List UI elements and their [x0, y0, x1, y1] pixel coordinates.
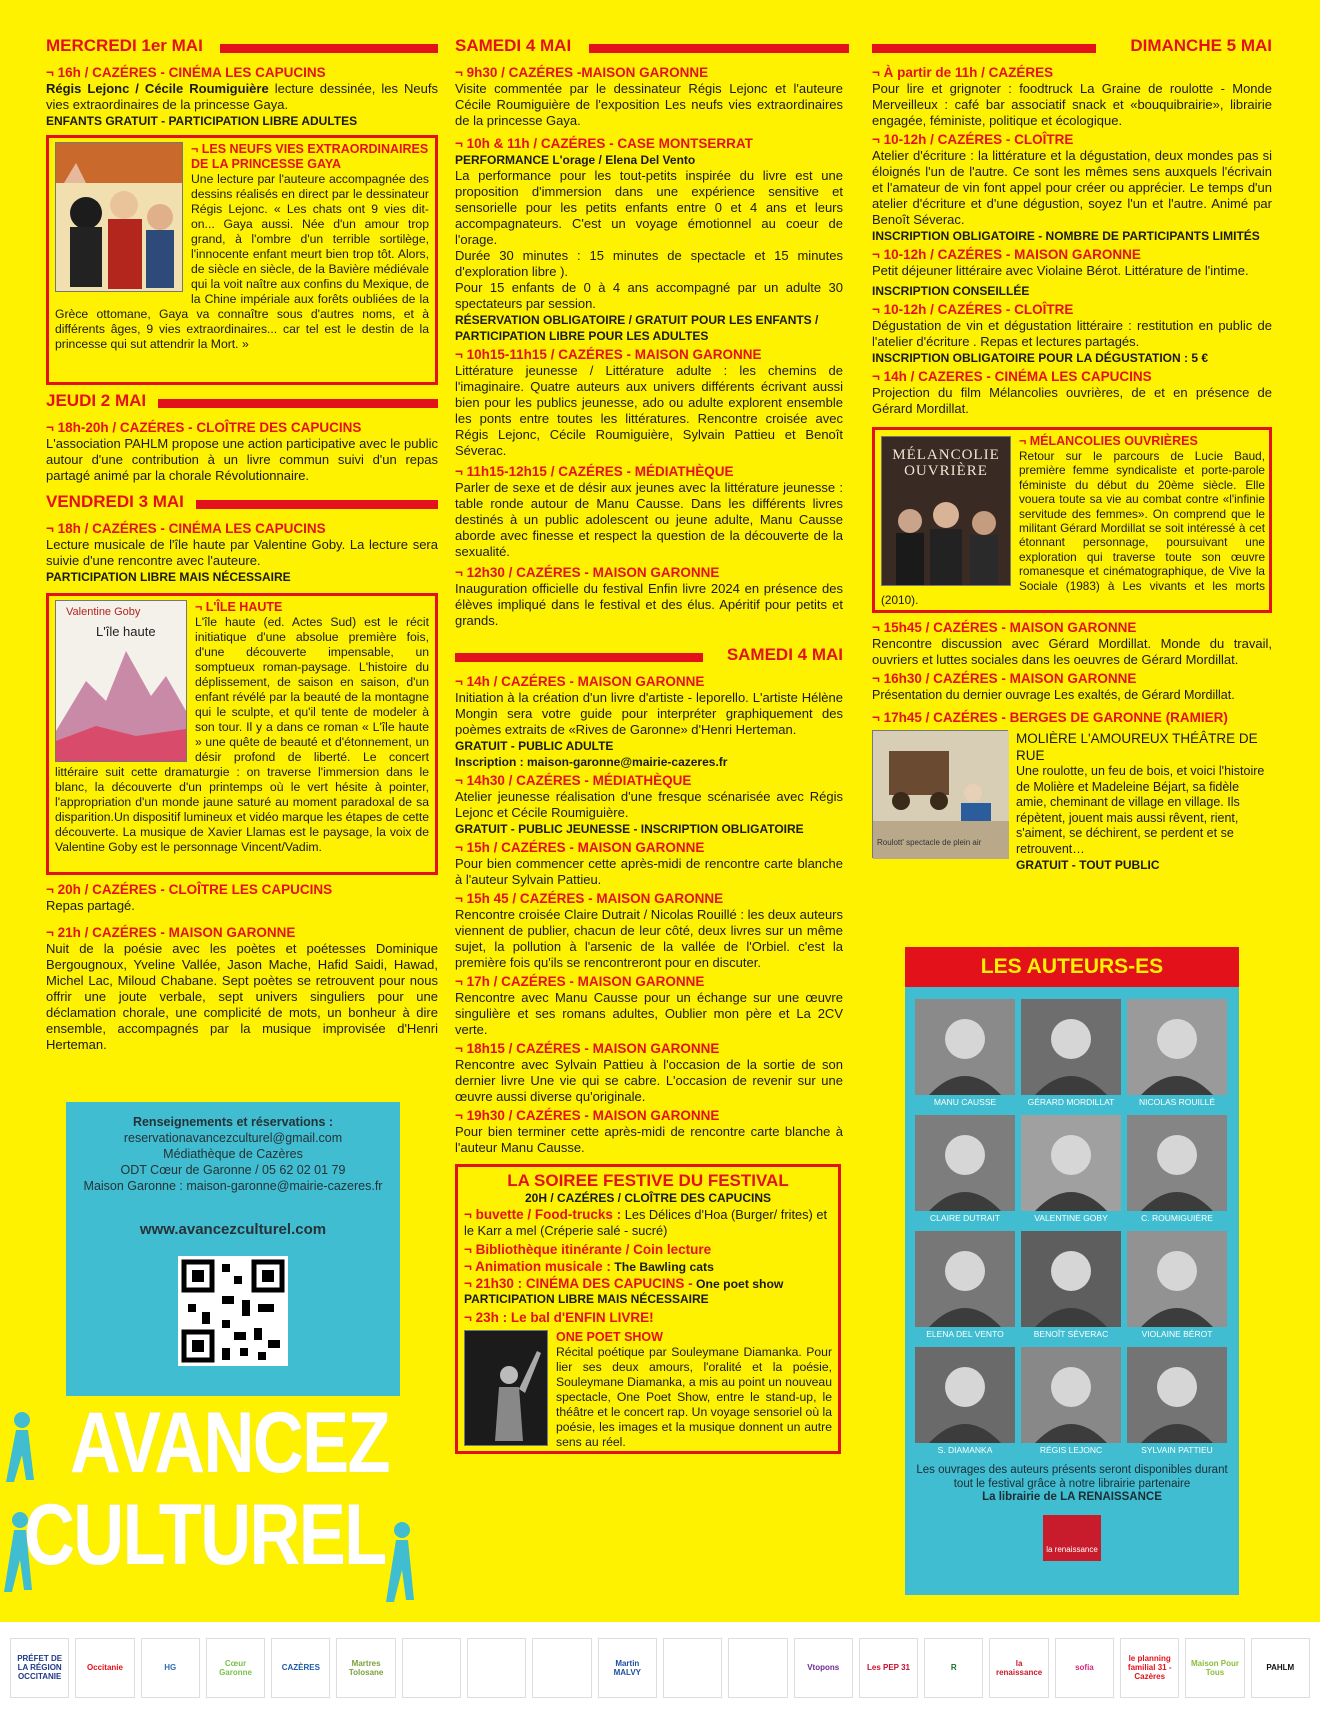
event-heading: ¬ À partir de 11h / CAZÉRES	[872, 65, 1054, 80]
author-name: GÉRARD MORDILLAT	[1027, 1097, 1115, 1107]
day-title: JEUDI 2 MAI	[46, 391, 147, 410]
event-text: Nuit de la poésie avec les poètes et poétesses Dominique Bergougnoux, Yveline Vallée, Jason Mache, Hafid Saidi, Hawad, Michel Lac, Miloud Chabane. Sept poètes se retrouvent pour nous offrir une joute verbale, sept univers singuliers pour une déclamation chorale, une complicité de mots, un bonheur à dire ensemble, accompagnés par la musique improvisée d'Henri Herteman.	[46, 941, 438, 1052]
author-name: VIOLAINE BÉROT	[1141, 1329, 1213, 1339]
info-title: Renseignements et réservations :	[132, 1115, 334, 1129]
author-card	[915, 1347, 1015, 1459]
gaya-book-cover-image	[55, 142, 183, 292]
authors-panel-title: LES AUTEURS-ES	[905, 947, 1239, 987]
sponsor-logo: Maison Pour Tous	[1185, 1638, 1244, 1698]
event-text: Rencontre discussion avec Gérard Mordillat. Monde du travail, ouvriers et luttes sociales dans les oeuvres de Gérard Mordillat.	[872, 636, 1272, 667]
column-middle	[455, 34, 843, 1454]
event-heading: ¬ 10-12h / CAZÉRES - MAISON GARONNE	[872, 247, 1141, 262]
author-portrait	[1021, 1347, 1121, 1443]
event-pricing: INSCRIPTION OBLIGATOIRE POUR LA DÉGUSTATION : 5 €	[872, 351, 1209, 365]
event-heading: ¬ 15h 45 / CAZÉRES - MAISON GARONNE	[455, 891, 724, 906]
soiree-festive-box	[455, 1164, 841, 1454]
author-card	[1021, 999, 1121, 1111]
event-heading: ¬ 10h15-11h15 / CAZÉRES - MAISON GARONNE	[455, 347, 762, 362]
sponsor-logo: le planning familial 31 - Cazères	[1120, 1638, 1179, 1698]
gaya-feature-box	[46, 135, 438, 385]
sponsor-logo: la renaissance	[989, 1638, 1048, 1698]
event-heading: ¬ 17h45 / CAZÉRES - BERGES DE GARONNE (RAMIER)	[872, 710, 1228, 725]
poster-title: MÉLANCOLIE OUVRIÈRE	[892, 447, 1000, 479]
moliere-description: Une roulotte, un feu de bois, et voici l'histoire de Molière et Madeleine Béjart, sa fidèle amie, cheminant de village en village. Ils répètent, jouent mais aussi rêvent, rient, s'aiment, se déchirent, se perdent et se retrouvent…	[1016, 764, 1265, 856]
day-header-thursday	[46, 391, 438, 413]
event-heading: ¬ 20h / CAZÉRES - CLOÎTRE LES CAPUCINS	[46, 882, 333, 897]
sponsor-logo: CAZÈRES	[271, 1638, 330, 1698]
ile-haute-description: L'île haute (ed. Actes Sud) est le récit initiatique d'une absolue première fois, d'une découverte impensable, un somptueux roman-paysage. L'histoire du déplissement, de saison en saison, d'un enfant révélé par la beauté de la montagne qui le sculpte, et qu'il tente de modeler à son tour. Il y a dans ce roman « L'île haute » une quête de beauté et d'étonnement, un désir profond de liberté. Le concert littéraire suit cette dramaturgie : on traverse l'immersion dans le blanc, la découverte d'un printemps où le vert hésite à pointer, l'appropriation d'un monde jaune saturé au moment paradoxal de sa disparition.Un dispositif lumineux et vidéo marque les étapes de cette découverte. La musique de Xavier Llamas est le paysage, la voix de Valentine Goby est le personnage Vincent/Vadim.	[55, 615, 429, 854]
moliere-photo	[872, 730, 1008, 858]
ile-haute-feature-box	[46, 593, 438, 875]
day-header-friday	[46, 492, 438, 514]
author-card	[1021, 1115, 1121, 1227]
sponsor-logo: Cœur Garonne	[206, 1638, 265, 1698]
author-portrait	[1127, 1231, 1227, 1327]
event-text: Initiation à la création d'un livre d'artiste - leporello. L'artiste Hélène Mongin sera votre guide pour interpréter graphiquement des poèmes extraits de «Rives de Garonne» d'Henri Herteman.	[455, 690, 843, 737]
event-heading: ¬ 12h30 / CAZÉRES - MAISON GARONNE	[455, 565, 720, 580]
authors-grid	[905, 987, 1239, 1457]
event-text: Inauguration officielle du festival Enfin livre 2024 en présence des élèves impliqué dans le festival et des élus. Apéritif pour petits et grands.	[455, 581, 843, 628]
author-name: NICOLAS ROUILLÉ	[1138, 1097, 1216, 1107]
event-text: Présentation du dernier ouvrage Les exaltés, de Gérard Mordillat.	[872, 688, 1235, 702]
sponsor-logo: Occitanie	[75, 1638, 134, 1698]
ile-haute-book-cover-image	[55, 600, 187, 762]
red-rule	[872, 44, 1096, 53]
day-title: SAMEDI 4 MAI	[726, 645, 843, 664]
event-text: Repas partagé.	[46, 898, 135, 913]
sponsor-logo	[663, 1638, 722, 1698]
event-text: Rencontre avec Manu Causse pour un échange sur une œuvre singulière et ses romans adultes, Oublier mon père et La 2CV verte.	[455, 990, 843, 1037]
sponsor-logo: PAHLM	[1251, 1638, 1310, 1698]
one-poet-show-title: ONE POET SHOW	[556, 1330, 663, 1344]
author-name: MANU CAUSSE	[933, 1097, 997, 1107]
authors-panel	[905, 947, 1239, 1595]
renaissance-logo: la renaissance	[1043, 1515, 1101, 1561]
soiree-item: ¬ 23h : Le bal d'ENFIN LIVRE!	[464, 1310, 654, 1325]
event-text: Littérature jeunesse / Littérature adulte : les chemins de l'imaginaire. Quatre auteurs aux univers différents écrivant aussi bien pour les publics jeunesse, ado ou adulte explorent ensemble les ponts entre toutes les littératures. Rencontre croisée avec Régis Lejonc, Cécile Roumiguière, Sylvain Pattieu et Benoît Séverac.	[455, 363, 843, 458]
day-title: MERCREDI 1er MAI	[46, 36, 203, 55]
authors-note: Les ouvrages des auteurs présents seront disponibles durant tout le festival grâce à notre librairie partenaire	[916, 1464, 1228, 1490]
soiree-item: ¬ Animation musicale : The Bawling cats	[464, 1259, 714, 1274]
event-heading: ¬ 15h45 / CAZÉRES - MAISON GARONNE	[872, 620, 1137, 635]
event-pricing: RÉSERVATION OBLIGATOIRE / GRATUIT POUR LES ENFANTS / PARTICIPATION LIBRE POUR LES ADULTES	[455, 313, 819, 343]
event-text: Durée 30 minutes : 15 minutes de spectacle et 15 minutes d'exploration libre ).	[455, 248, 843, 279]
event-text: Dégustation de vin et dégustation littéraire : restitution en public de l'atelier d'écriture . Repas et lectures partagés.	[872, 318, 1272, 349]
day-header-saturday-afternoon	[455, 645, 843, 667]
author-portrait	[1021, 1231, 1121, 1327]
sponsor-logo	[728, 1638, 787, 1698]
gaya-title: ¬ LES NEUFS VIES EXTRAORDINAIRES DE LA PRINCESSE GAYA	[191, 142, 429, 171]
red-rule	[220, 44, 438, 53]
author-card	[915, 1115, 1015, 1227]
red-rule	[196, 500, 438, 509]
event-pricing: GRATUIT - PUBLIC ADULTE	[455, 739, 614, 753]
day-title: SAMEDI 4 MAI	[455, 36, 572, 55]
author-portrait	[915, 1347, 1015, 1443]
author-portrait	[1127, 1115, 1227, 1211]
author-portrait	[915, 1115, 1015, 1211]
author-name: RÉGIS LEJONC	[1039, 1445, 1103, 1455]
event-text: Projection du film Mélancolies ouvrières, de et en présence de Gérard Mordillat.	[872, 385, 1272, 416]
event-heading: ¬ 18h-20h / CAZÉRES - CLOÎTRE DES CAPUCINS	[46, 420, 362, 435]
day-header-wednesday	[46, 36, 438, 58]
info-line: Médiathèque de Cazères	[163, 1147, 303, 1161]
logo-word-culturel: CULTUREL	[24, 1487, 386, 1583]
event-heading: ¬ 10-12h / CAZÉRES - CLOÎTRE	[872, 302, 1074, 317]
event-text: La performance pour les tout-petits inspirée du livre est une proposition d'immersion dans une expérience sensitive et sensorielle pour les petits enfants entre 0 et 4 ans et leurs accompagnateurs. C'est un voyage émotionnel au coeur de l'orage.	[455, 168, 843, 247]
soiree-item: ¬ 21h30 : CINÉMA DES CAPUCINS - One poet show	[464, 1276, 784, 1291]
info-panel	[66, 1102, 400, 1396]
author-name: S. DIAMANKA	[937, 1445, 993, 1455]
day-title: DIMANCHE 5 MAI	[1130, 36, 1272, 55]
event-text: L'association PAHLM propose une action participative avec le public autour d'une contribution à un livre commun suivi d'un repas partagé animé par la chorale Révolutionnaire.	[46, 436, 438, 483]
sponsor-logo: HG	[141, 1638, 200, 1698]
column-left	[46, 34, 438, 1053]
event-heading: ¬ 14h / CAZÉRES - MAISON GARONNE	[455, 674, 705, 689]
event-registration[interactable]: Inscription : maison-garonne@mairie-cazeres.fr	[455, 755, 728, 769]
event-heading: ¬ 17h / CAZÉRES - MAISON GARONNE	[455, 974, 705, 989]
author-name: ELENA DEL VENTO	[926, 1329, 1004, 1339]
day-title: VENDREDI 3 MAI	[46, 492, 184, 511]
info-email[interactable]: reservationavancezculturel@gmail.com	[123, 1131, 343, 1145]
event-heading: ¬ 16h / CAZÉRES - CINÉMA LES CAPUCINS	[46, 65, 326, 80]
moliere-title: MOLIÈRE L'AMOUREUX THÉÂTRE DE RUE	[1016, 731, 1258, 763]
author-portrait	[915, 999, 1015, 1095]
author-card	[1127, 1115, 1227, 1227]
event-subtitle: PERFORMANCE L'orage / Elena Del Vento	[455, 153, 696, 167]
sponsor-logo: Martres Tolosane	[336, 1638, 395, 1698]
soiree-title: LA SOIREE FESTIVE DU FESTIVAL	[507, 1171, 789, 1190]
event-heading: ¬ 14h / CAZERES - CINÉMA LES CAPUCINS	[872, 369, 1152, 384]
author-card	[1127, 1231, 1227, 1343]
cover-author: Valentine Goby	[66, 606, 141, 618]
sponsor-logo: Les PEP 31	[859, 1638, 918, 1698]
soiree-item: ¬ buvette / Food-trucks : Les Délices d'Hoa (Burger/ frites) et le Karr a mel (Créperie salé - sucré)	[464, 1207, 828, 1238]
event-heading: ¬ 9h30 / CAZÉRES -MAISON GARONNE	[455, 65, 709, 80]
author-name: SYLVAIN PATTIEU	[1141, 1445, 1213, 1455]
column-right	[872, 34, 1272, 873]
event-text: Régis Lejonc / Cécile Roumiguière lecture dessinée, les Neufs vies extraordinaires de la princesse Gaya.	[46, 81, 438, 112]
event-text: Atelier jeunesse réalisation d'une fresque scénarisée avec Régis Lejonc et Cécile Roumiguière.	[455, 789, 843, 820]
day-header-saturday	[455, 36, 843, 58]
sponsor-logo	[467, 1638, 526, 1698]
day-header-sunday	[872, 36, 1272, 58]
event-pricing: GRATUIT - PUBLIC JEUNESSE - INSCRIPTION OBLIGATOIRE	[455, 822, 804, 836]
author-card	[1021, 1347, 1121, 1459]
sponsor-logos-strip	[0, 1622, 1320, 1713]
cover-title: L'île haute	[96, 624, 156, 639]
red-rule	[455, 653, 703, 662]
author-portrait	[915, 1231, 1015, 1327]
event-heading: ¬ 16h30 / CAZÉRES - MAISON GARONNE	[872, 671, 1137, 686]
event-text: Parler de sexe et de désir aux jeunes avec la littérature jeunesse : table ronde autour de Manu Causse. Dans les différents livres destinés à un public adolescent ou jeune adulte, Manu Causse aborde avec finesse et respect la question de la découverte de la sexualité.	[455, 480, 843, 559]
qr-code-image[interactable]	[178, 1256, 288, 1366]
moliere-block	[872, 730, 1272, 873]
event-pricing: INSCRIPTION CONSEILLÉE	[872, 284, 1030, 298]
event-text: Rencontre croisée Claire Dutrait / Nicolas Rouillé : les deux auteurs viennent de publier, chacun de leur côté, deux livres sur un même sujet, la pollution à l'arsenic de la vallée de l'Orbiel. c'est la première fois qu'ils se rencontreront pour en discuter.	[455, 907, 844, 970]
event-text: Rencontre avec Sylvain Pattieu à l'occasion de la sortie de son dernier livre Une vie qui se cabre. L'occasion de revenir sur une œuvre aussi diverse qu'originale.	[455, 1057, 843, 1104]
gaya-description: Une lecture par l'auteure accompagnée des dessins réalisés en direct par le dessinateur Régis Lejonc. « Les chats ont 9 vies dit-on... Gaya aussi. Née d'un amour trop grand, à l'ombre d'un terrible sortilège, l'innocente enfant meurt bien trop tôt. Alors, de siècle en siècle, de la Bavière médiévale qui la voit naître aux confins du Mexique, de la Chine impériale aux forêts oubliées de la Grèce ottomane, Gaya va connaître sous d'autres noms, et à différents âges, 9 vies extraordinaires... car tel est le destin de la princesse qui sut attendrir la Mort. »	[55, 172, 429, 351]
sponsor-logo: Martin MALVY	[598, 1638, 657, 1698]
author-name: VALENTINE GOBY	[1034, 1213, 1108, 1223]
melancolie-film-poster	[881, 436, 1011, 586]
event-text: Pour bien terminer cette après-midi de rencontre carte blanche à l'auteur Manu Causse.	[455, 1124, 843, 1155]
event-heading: ¬ 18h15 / CAZÉRES - MAISON GARONNE	[455, 1041, 720, 1056]
sponsor-logo: sofia	[1055, 1638, 1114, 1698]
event-text: Pour bien commencer cette après-midi de rencontre carte blanche à l'auteur Sylvain Pattieu.	[455, 856, 843, 887]
info-line: Maison Garonne : maison-garonne@mairie-cazeres.fr	[83, 1179, 383, 1193]
photo-caption: Roulott' spectacle de plein air	[877, 838, 982, 847]
event-heading: ¬ 21h / CAZÉRES - MAISON GARONNE	[46, 925, 296, 940]
event-heading: ¬ 14h30 / CAZÉRES - MÉDIATHÈQUE	[455, 773, 692, 788]
event-text: Atelier d'écriture : la littérature et la dégustation, deux mondes pas si éloignés l'un de l'autre. Ce sont les mêmes sens auxquels l'écrivain et l'amateur de vin font appel pour créer ou apprécier. Le temps d'un atelier d'écriture et d'une dégustion, soyez l'un et l'autre. Animé par Benoît Séverac.	[872, 148, 1272, 227]
bookshop-name: La librairie de LA RENAISSANCE	[982, 1491, 1162, 1503]
event-text: Petit déjeuner littéraire avec Violaine Bérot. Littérature de l'intime.	[872, 263, 1249, 278]
sponsor-logo	[532, 1638, 591, 1698]
avancez-culturel-logo	[0, 1400, 450, 1622]
event-pricing: INSCRIPTION OBLIGATOIRE - NOMBRE DE PARTICIPANTS LIMITÉS	[872, 229, 1260, 243]
author-card	[915, 1231, 1015, 1343]
event-text: Lecture musicale de l'île haute par Valentine Goby. La lecture sera suivie d'une rencontre avec l'auteure.	[46, 537, 438, 568]
event-heading: ¬ 10h & 11h / CAZÉRES - CASE MONTSERRAT	[455, 136, 753, 151]
event-heading: ¬ 10-12h / CAZÉRES - CLOÎTRE	[872, 132, 1074, 147]
sponsor-logo	[402, 1638, 461, 1698]
mountain-illustration	[56, 641, 186, 761]
event-heading: ¬ 11h15-12h15 / CAZÉRES - MÉDIATHÈQUE	[455, 464, 734, 479]
event-heading: ¬ 18h / CAZÉRES - CINÉMA LES CAPUCINS	[46, 521, 326, 536]
ile-haute-title: ¬ L'ÎLE HAUTE	[195, 600, 283, 614]
melancolie-description: Retour sur le parcours de Lucie Baud, première femme syndicaliste et porte-parole féministe du début du 20ème siècle. Elle vouera toute sa vie au combat contre «l'infinie servitude des femmes». On comprend que le militant Gérard Mordillat se soit intéressé à cet étonnant personnage, poursuivant une exploration qui traverse toute son œuvre romanesque et cinématographique, de Vive la Sociale (1983) à Les vivants et les morts (2010).	[881, 449, 1265, 608]
soiree-item: ¬ Bibliothèque itinérante / Coin lecture	[464, 1242, 712, 1257]
website-link[interactable]: www.avancezculturel.com	[139, 1221, 327, 1238]
moliere-pricing: GRATUIT - TOUT PUBLIC	[1016, 858, 1160, 872]
red-rule	[158, 399, 438, 408]
event-text: Pour 15 enfants de 0 à 4 ans accompagné par un adulte 30 spectateurs par session.	[455, 280, 843, 311]
one-poet-show-text: Récital poétique par Souleymane Diamanka. Pour lier ses deux amours, l'oralité et la poésie, Souleymane Diamanka, a mis au point un nouveau spectacle, One Poet Show, entre le stand-up, le théâtre et le concert rap. Un voyage sensoriel où la poésie, les images et la musique donnent un autre sens au réel.	[556, 1345, 832, 1449]
melancolie-feature-box	[872, 427, 1272, 613]
event-heading: ¬ 19h30 / CAZÉRES - MAISON GARONNE	[455, 1108, 720, 1123]
sponsor-logo: R	[924, 1638, 983, 1698]
event-pricing: PARTICIPATION LIBRE MAIS NÉCESSAIRE	[46, 570, 291, 584]
event-text: Visite commentée par le dessinateur Régis Lejonc et l'auteure Cécile Roumiguière de l'exposition Les neufs vies extraordinaires de la princesse Gaya.	[455, 81, 843, 128]
author-card	[1127, 1347, 1227, 1459]
author-portrait	[1127, 999, 1227, 1095]
info-line: ODT Cœur de Garonne / 05 62 02 01 79	[120, 1163, 346, 1177]
author-card	[1021, 1231, 1121, 1343]
author-name: BENOÎT SÉVERAC	[1033, 1329, 1109, 1339]
red-rule	[589, 44, 849, 53]
soiree-subtitle: 20H / CAZÉRES / CLOÎTRE DES CAPUCINS	[524, 1191, 772, 1205]
one-poet-show-photo	[464, 1330, 548, 1446]
poster-people-illustration	[882, 485, 1012, 585]
soiree-pricing: PARTICIPATION LIBRE MAIS NÉCESSAIRE	[464, 1292, 709, 1306]
logo-word-avancez: AVANCEZ	[70, 1400, 389, 1491]
sponsor-logo: Vtopons	[794, 1638, 853, 1698]
event-text: Pour lire et grignoter : foodtruck La Graine de roulotte - Monde Merveilleux : café bar associatif snack et «bouquibrairie», librairie engagée, féministe, politique et écologique.	[872, 81, 1272, 128]
author-card	[1127, 999, 1227, 1111]
melancolie-title: ¬ MÉLANCOLIES OUVRIÈRES	[1019, 434, 1198, 448]
event-heading: ¬ 15h / CAZÉRES - MAISON GARONNE	[455, 840, 705, 855]
event-pricing: ENFANTS GRATUIT - PARTICIPATION LIBRE ADULTES	[46, 114, 358, 128]
author-portrait	[1021, 999, 1121, 1095]
author-portrait	[1021, 1115, 1121, 1211]
author-card	[915, 999, 1015, 1111]
sponsor-logo: PRÉFET DE LA RÉGION OCCITANIE	[10, 1638, 69, 1698]
author-portrait	[1127, 1347, 1227, 1443]
author-name: C. ROUMIGUIÈRE	[1141, 1213, 1213, 1223]
author-name: CLAIRE DUTRAIT	[930, 1213, 1000, 1223]
